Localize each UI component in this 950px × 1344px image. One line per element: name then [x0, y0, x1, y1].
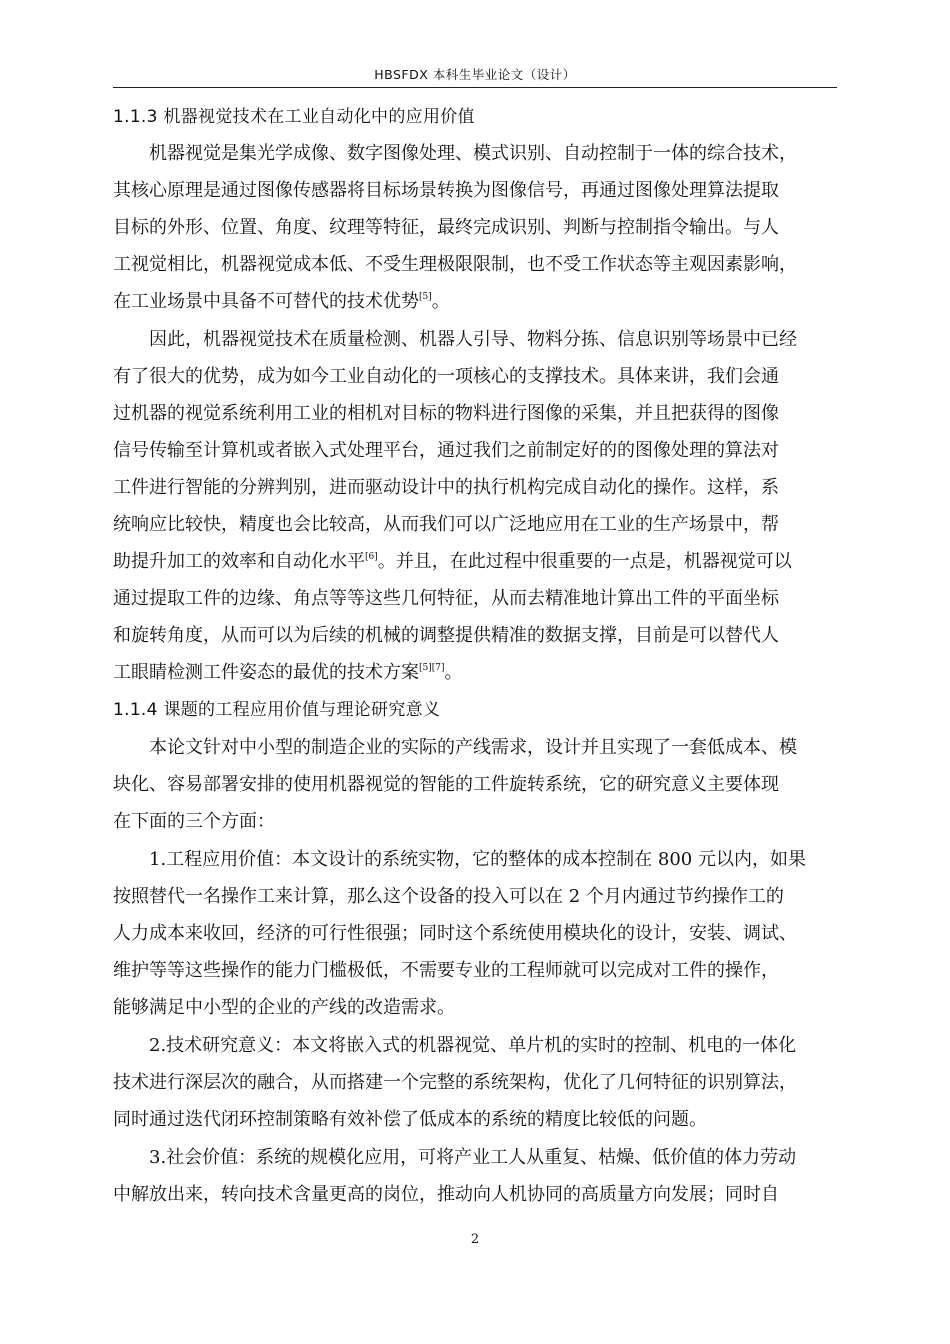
list-item-line: 同时通过迭代闭环控制策略有效补偿了低成本的系统的精度比较低的问题。: [113, 1109, 707, 1130]
citation: [5][7]: [419, 663, 445, 673]
paragraph-line: 和旋转角度，从而可以为后续的机械的调整提供精准的数据支撑，目前是可以替代人: [113, 625, 779, 646]
list-item-line: 中解放出来，转向技术含量更高的岗位，推动向人机协同的高质量方向发展；同时自: [113, 1184, 779, 1205]
paragraph-line: 信号传输至计算机或者嵌入式处理平台，通过我们之前制定好的的图像处理的算法对: [113, 440, 779, 461]
paragraph-line: 因此，机器视觉技术在质量检测、机器人引导、物料分拣、信息识别等场景中已经: [149, 329, 797, 350]
list-item-line: 维护等等这些操作的能力门槛极低，不需要专业的工程师就可以完成对工件的操作，: [113, 960, 779, 981]
list-item-line: 能够满足中小型的企业的产线的改造需求。: [113, 997, 455, 1018]
citation: [5]: [419, 292, 432, 302]
paragraph-line: [113, 549, 792, 575]
paragraph-line: 过机器的视觉系统利用工业的相机对目标的物料进行图像的采集，并且把获得的图像: [113, 403, 779, 424]
list-item-line: 人力成本来收回，经济的可行性很强；同时这个系统使用模块化的设计，安装、调试、: [113, 923, 797, 944]
paragraph-line: 有了很大的优势，成为如今工业自动化的一项核心的支撑技术。具体来讲，我们会通: [113, 366, 779, 387]
paragraph-line: [113, 660, 463, 686]
paragraph-text: 。并且，在此过程中很重要的一点是，机器视觉可以: [377, 551, 792, 572]
paragraph-line: 本论文针对中小型的制造企业的实际的产线需求，设计并且实现了一套低成本、模: [149, 737, 797, 758]
list-item-line: 3.社会价值：系统的规模化应用，可将产业工人从重复、枯燥、低价值的体力劳动: [149, 1147, 797, 1168]
paragraph-line: 工视觉相比，机器视觉成本低、不受生理极限限制，也不受工作状态等主观因素影响，: [113, 254, 797, 275]
paragraph-line: 块化、容易部署安排的使用机器视觉的智能的工件旋转系统，它的研究意义主要体现: [113, 774, 779, 795]
paragraph-line: 在下面的三个方面：: [113, 811, 275, 832]
section-heading-1-1-4: 1.1.4 课题的工程应用价值与理论研究意义: [113, 700, 441, 720]
paragraph-line: 其核心原理是通过图像传感器将目标场景转换为图像信号，再通过图像处理算法提取: [113, 180, 779, 201]
paragraph-line: 工件进行智能的分辨判别，进而驱动设计中的执行机构完成自动化的操作。这样，系: [113, 477, 779, 498]
list-item-line: 1.工程应用价值：本文设计的系统实物，它的整体的成本控制在 800 元以内，如果: [149, 849, 806, 870]
list-item-line: 技术进行深层次的融合，从而搭建一个完整的系统架构，优化了几何特征的识别算法，: [113, 1072, 797, 1093]
header-rule: [113, 87, 837, 88]
citation: [6]: [365, 552, 378, 562]
section-heading-1-1-3: 1.1.3 机器视觉技术在工业自动化中的应用价值: [113, 107, 475, 127]
paragraph-text: 助提升加工的效率和自动化水平: [113, 551, 365, 572]
paragraph-text: 在工业场景中具备不可替代的技术优势: [113, 291, 419, 312]
running-header: HBSFDX 本科生毕业论文（设计）: [374, 67, 576, 82]
paragraph-line: 目标的外形、位置、角度、纹理等特征，最终完成识别、判断与控制指令输出。与人: [113, 217, 779, 238]
punctuation: 。: [444, 662, 463, 683]
punctuation: 。: [431, 291, 450, 312]
paragraph-line: 通过提取工件的边缘、角点等等这些几何特征，从而去精准地计算出工件的平面坐标: [113, 588, 779, 609]
paragraph-text: 工眼睛检测工件姿态的最优的技术方案: [113, 662, 419, 683]
list-item-line: 按照替代一名操作工来计算，那么这个设备的投入可以在 2 个月内通过节约操作工的: [113, 886, 784, 907]
page-number: 2: [470, 1232, 480, 1247]
paragraph-line: 统响应比较快，精度也会比较高，从而我们可以广泛地应用在工业的生产场景中，帮: [113, 514, 779, 535]
paragraph-line: [113, 289, 450, 315]
list-item-line: 2.技术研究意义：本文将嵌入式的机器视觉、单片机的实时的控制、机电的一体化: [149, 1035, 797, 1056]
paragraph-line: 机器视觉是集光学成像、数字图像处理、模式识别、自动控制于一体的综合技术，: [149, 143, 797, 164]
